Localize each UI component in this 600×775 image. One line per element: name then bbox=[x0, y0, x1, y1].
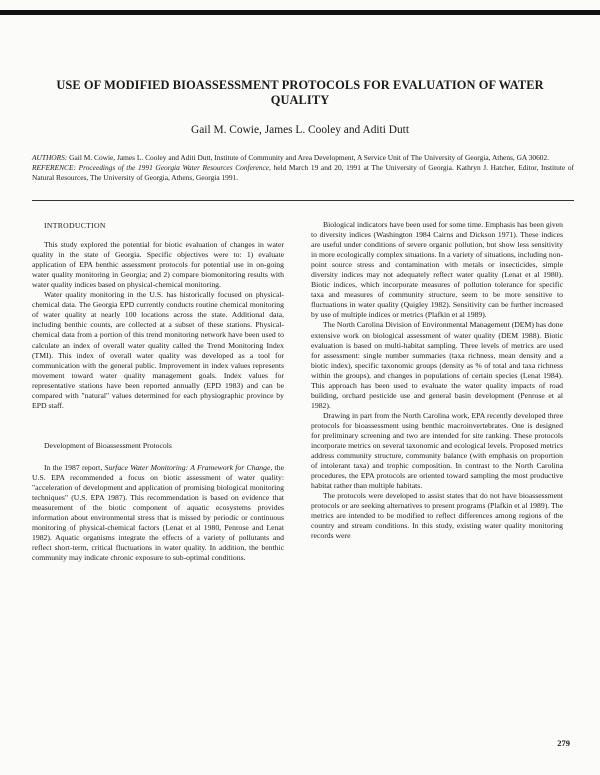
authors-note-label: AUTHORS: bbox=[32, 153, 68, 162]
right-paragraph-3: Drawing in part from the North Carolina work, EPA recently developed three protocols for bioassessment using benthic macroinvertebrates. One is designed for preliminary screening and two are intended for site ranking. These protocols incorporate metrics on several taxonomic and ecological levels. Proposed metrics address community structure, community balance (with emphasis on proportion of intolerant taxa) and trophic composition. In contrast to the North Carolina procedures, the EPA protocols are oriented toward sampling the most productive habitat rather than multiple habitats. bbox=[311, 410, 563, 491]
development-heading: Development of Bioassessment Protocols bbox=[44, 440, 172, 450]
right-paragraph-4: The protocols were developed to assist states that do not have bioassessment protocols or are seeking alternatives to present programs (Plafkin et al 1989). The metrics are intended to be modified to reflect differences among regions of the country and stream conditions. In this study, existing water quality monitoring records were bbox=[311, 491, 563, 541]
front-matter-divider bbox=[32, 200, 574, 201]
right-paragraph-2: The North Carolina Division of Environmental Management (DEM) has done extensive work on biological assessment of water quality (DEM 1988). Biotic evaluation is based on multi-habitat sampling. Three levels of metrics are used for assessment: single number summaries (taxa richness, mean density and a biotic index), specific taxonomic groups (density as % of total and taxa richness within the groups), and changes in populations of certain species (Lenat 1984). This approach has been used to evaluate the water quality impacts of road building, orchard pesticide use and general basin development (Penrose et al 1982). bbox=[311, 320, 563, 410]
right-column bbox=[311, 220, 563, 542]
authors-note-text: Gail M. Cowie, James L. Cooley and Aditi Dutt, Institute of Community and Area Development, A Service Unit of The University of Georgia, Athens, GA 30602. bbox=[69, 153, 550, 162]
introduction-heading: INTRODUCTION bbox=[44, 221, 106, 230]
development-text: the U.S. EPA recommended a focus on biotic assessment of water quality: "acceleration of development and application of promising biological monitoring techniques" (U.S. EPA 1987). This recommendation is based on evidence that measurement of the biotic component of aquatic ecosystems provides information about environmental stress that is missed by periodic or continuous monitoring of physical-chemical factors (Lenat et al 1980, Penrose and Lenat 1982). Aquatic organisms integrate the effects of a variety of pollutants and reflect short-term, critical fluctuations in water quality. In addition, the benthic community may indicate chronic exposure to sub-optimal conditions. bbox=[32, 462, 284, 563]
reference-note-source: Proceedings of the 1991 Georgia Water Resources Conference, bbox=[78, 162, 271, 172]
development-lead: In the 1987 report, bbox=[44, 462, 105, 472]
reference-note bbox=[32, 163, 574, 183]
reference-note-label: REFERENCE: bbox=[32, 162, 76, 172]
author-list: Gail M. Cowie, James L. Cooley and Aditi Dutt bbox=[191, 124, 409, 136]
page-number: 279 bbox=[557, 738, 570, 748]
report-title: Surface Water Monitoring: A Framework for Change, bbox=[104, 462, 273, 472]
introduction-paragraph-2: Water quality monitoring in the U.S. has historically focused on physical-chemical data. The Georgia EPD currently conducts routine chemical monitoring of water quality at nearly 100 locations across the state. Additional data, including benthic counts, are collected at a subset of these stations. Physical-chemical data from a portion of this trend monitoring network have been used to calculate an index of overall water quality called the Trend Monitoring Index (TMI). This index of overall water quality was developed as a tool for communication with the general public. Improvement in index values represents movement toward water quality management goals. Index values for representative stations have been reported annually (EPD 1983) and can be compared with "natural" values determined for each physiographic province by EPD staff. bbox=[32, 290, 284, 410]
front-matter bbox=[32, 153, 574, 183]
right-paragraph-1: Biological indicators have been used for some time. Emphasis has been given to diversity indices (Washington 1984 Cairns and Dickson 1971). These indices are useful under conditions of severe organic pollution, but show less sensitivity in more ecologically complex situations. In a variety of situations, including non-point source stress and contamination with metals or insecticides, simple diversity indices may not adequately reflect water quality (Lenat et al 1980). Biotic indices, which incorporate measures of pollution tolerance for specific taxa and measures of community structure, seem to be more sensitive to fluctuations in water quality (Quigley 1982). Sensitivity can be further increased by use of multiple indices or metrics (Plafkin et al 1989). bbox=[311, 220, 563, 320]
development-paragraph bbox=[32, 463, 284, 563]
paper-title: USE OF MODIFIED BIOASSESSMENT PROTOCOLS FOR EVALUATION OF WATER QUALITY bbox=[56, 78, 544, 107]
authors-note bbox=[32, 153, 574, 163]
left-column bbox=[32, 221, 284, 563]
top-rule bbox=[0, 10, 600, 15]
introduction-paragraph-1: This study explored the potential for biotic evaluation of changes in water quality in the state of Georgia. Specific objectives were to: 1) evaluate application of EPA benthic assessment protocols for potential use in on-going water quality monitoring in Georgia; and 2) compare biomonitoring results with water quality indices based on physical-chemical monitoring. bbox=[32, 240, 284, 290]
reference-note-text: held March 19 and 20, 1991 at The University of Georgia. Kathryn J. Hatcher, Editor, Institute of Natural Resources, The University of Georgia, Athens, Georgia 1991. bbox=[32, 162, 574, 182]
